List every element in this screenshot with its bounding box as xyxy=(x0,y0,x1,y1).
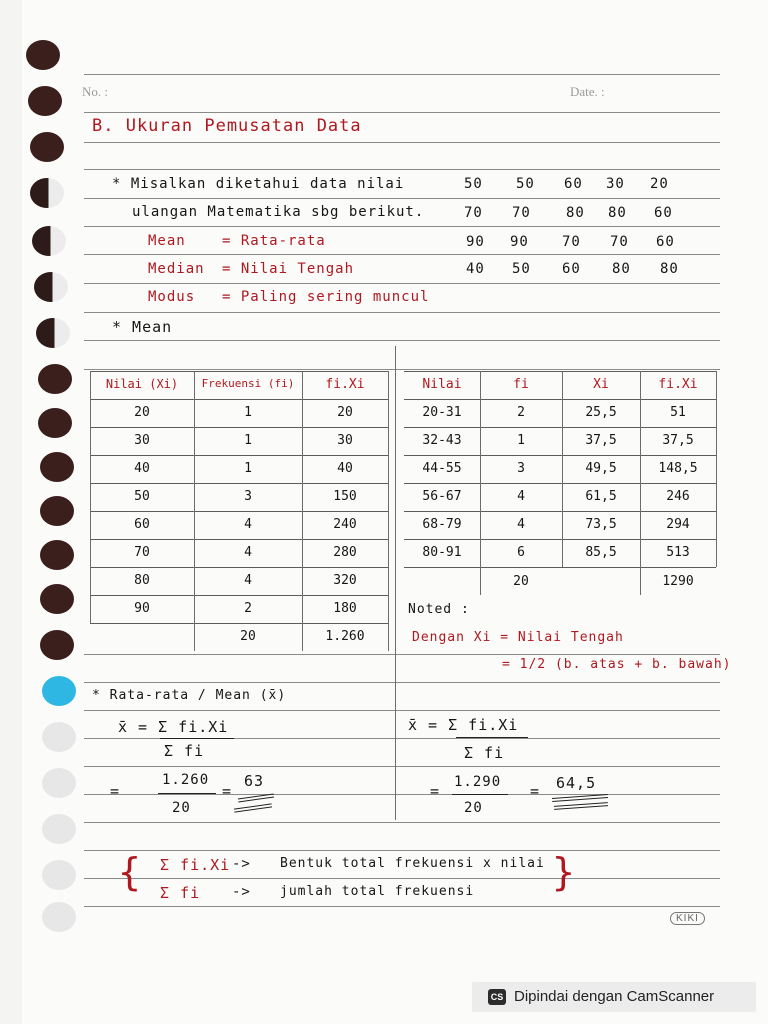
binder-hole xyxy=(30,178,64,208)
result-right: 64,5 xyxy=(556,774,597,792)
legend-symbol-1: Σ fi.Xi xyxy=(160,856,231,874)
formula-heading: * Rata-rata / Mean (x̄) xyxy=(92,688,287,703)
noted-label: Noted : xyxy=(408,602,470,617)
col-header: Nilai xyxy=(422,377,462,392)
legend-desc-1: Bentuk total frekuensi x nilai xyxy=(280,856,545,871)
equals-sign: = xyxy=(110,782,121,800)
col-header: fi.Xi xyxy=(325,377,365,392)
left-brace: { xyxy=(118,850,141,894)
legend-arrow-1: -> xyxy=(232,856,251,872)
camscanner-icon: CS xyxy=(488,989,506,1005)
fraction-bar xyxy=(456,737,528,738)
term-median-def: = Nilai Tengah xyxy=(222,261,355,277)
intro-line-2: ulangan Matematika sbg berikut. xyxy=(132,204,425,220)
legend-desc-2: jumlah total frekuensi xyxy=(280,884,475,899)
legend-symbol-2: Σ fi xyxy=(160,884,201,902)
binder-hole xyxy=(34,272,68,302)
binder-hole xyxy=(42,902,76,932)
fraction-bar xyxy=(160,738,234,739)
binder-hole xyxy=(42,722,76,752)
right-brace: } xyxy=(552,850,575,894)
binder-hole xyxy=(26,40,60,70)
term-median: Median xyxy=(148,261,205,277)
formula-left-denominator: Σ fi xyxy=(164,742,205,760)
noted-line-2: = 1/2 (b. atas + b. bawah) xyxy=(502,657,732,672)
camscanner-text: Dipindai dengan CamScanner xyxy=(514,988,715,1005)
binder-hole xyxy=(40,584,74,614)
binder-hole xyxy=(42,676,76,706)
binder-hole xyxy=(38,364,72,394)
binder-hole xyxy=(40,630,74,660)
formula-right-denominator: Σ fi xyxy=(464,744,505,762)
term-mean: Mean xyxy=(148,233,186,249)
date-label: Date. : xyxy=(570,84,605,99)
calc-left-numerator: 1.260 xyxy=(162,772,210,788)
page-title: B. Ukuran Pemusatan Data xyxy=(92,116,362,136)
fraction-bar xyxy=(158,793,216,794)
legend-arrow-2: -> xyxy=(232,884,251,900)
col-header: fi xyxy=(513,377,529,392)
col-header: Nilai (Xi) xyxy=(105,377,179,391)
formula-left-numerator: x̄ = Σ fi.Xi xyxy=(118,718,229,736)
binder-hole xyxy=(38,408,72,438)
col-header: fi.Xi xyxy=(658,377,698,392)
binder-hole xyxy=(32,226,66,256)
term-modus-def: = Paling sering muncul xyxy=(222,289,430,305)
mean-heading: * Mean xyxy=(112,318,173,336)
binder-hole xyxy=(42,860,76,890)
binder-hole xyxy=(42,768,76,798)
page-divider xyxy=(395,346,396,820)
result-left: 63 xyxy=(244,772,265,790)
total-fx: 1290 xyxy=(662,574,694,589)
calc-right-denominator: 20 xyxy=(464,800,483,816)
binder-hole xyxy=(28,86,62,116)
fraction-bar xyxy=(452,794,508,795)
binder-hole xyxy=(40,540,74,570)
binder-hole xyxy=(36,318,70,348)
intro-line-1: * Misalkan diketahui data nilai xyxy=(112,176,405,192)
total-frequency: 20 xyxy=(240,629,256,644)
equals-sign: = xyxy=(530,782,541,800)
binder-hole xyxy=(40,452,74,482)
camscanner-badge xyxy=(472,982,756,1012)
binder-hole xyxy=(42,814,76,844)
term-modus: Modus xyxy=(148,289,196,305)
noted-line-1: Dengan Xi = Nilai Tengah xyxy=(412,630,624,645)
equals-sign: = xyxy=(430,782,441,800)
binder-hole xyxy=(40,496,74,526)
no-label: No. : xyxy=(82,84,108,99)
calc-right-numerator: 1.290 xyxy=(454,774,502,790)
binder-hole xyxy=(30,132,64,162)
term-mean-def: = Rata-rata xyxy=(222,233,326,249)
col-header: Xi xyxy=(593,377,609,392)
total-frequency: 20 xyxy=(513,574,529,589)
total-fx: 1.260 xyxy=(325,629,365,644)
calc-left-denominator: 20 xyxy=(172,800,191,816)
page-mark: KIKI xyxy=(670,912,705,925)
formula-right-numerator: x̄ = Σ fi.Xi xyxy=(408,716,519,734)
equals-sign: = xyxy=(222,782,233,800)
col-header: Frekuensi (fi) xyxy=(201,377,295,390)
